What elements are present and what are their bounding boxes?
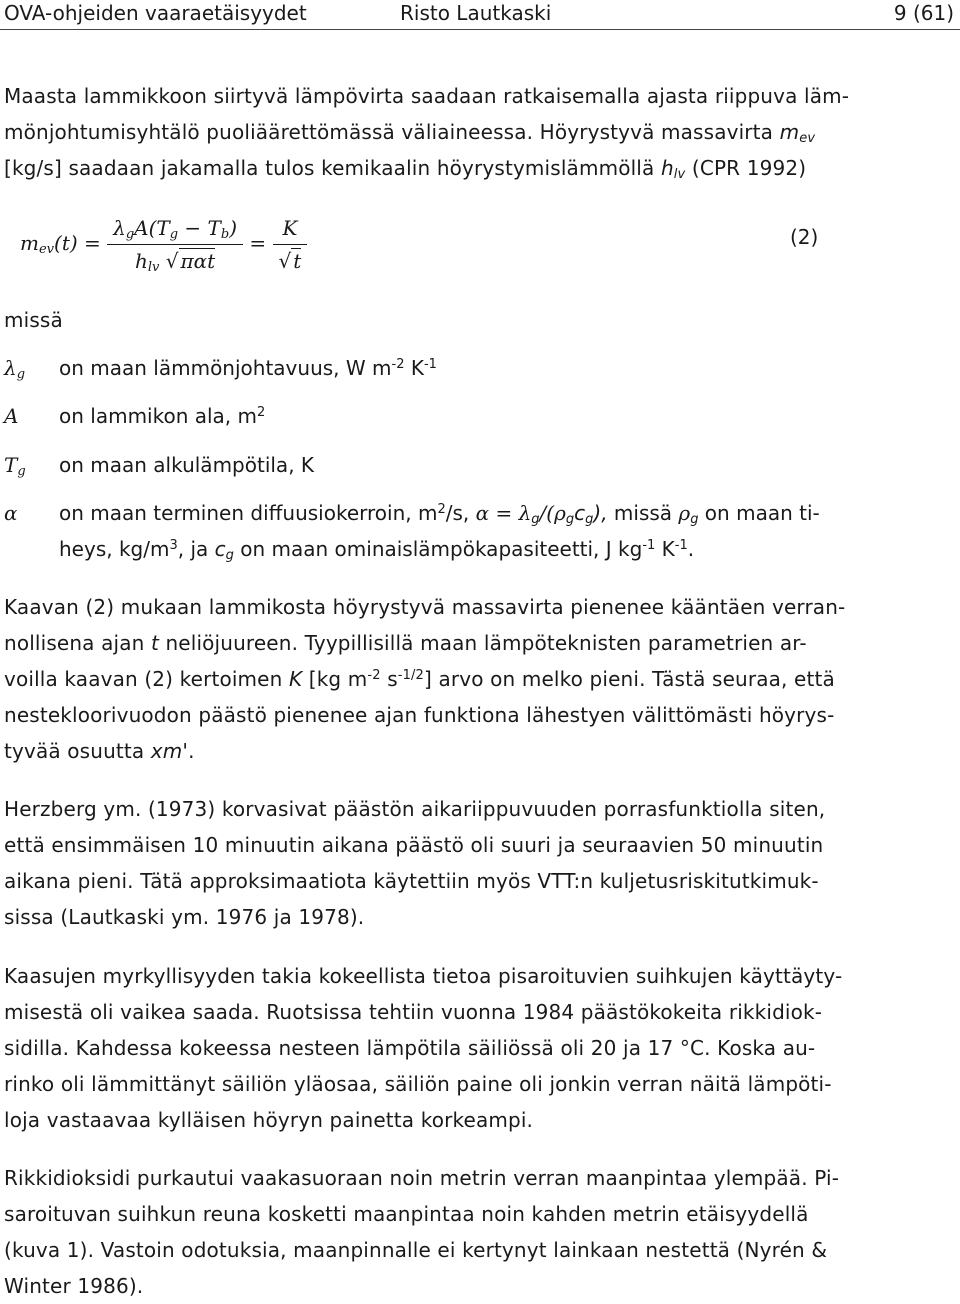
text-line: Winter 1986). bbox=[4, 1274, 144, 1298]
definition-alpha: α on maan terminen diffuusiokerroin, $m^2/s$, $\alpha = \lambda_g/(\rho_gc_g)$, missä $\rho_g$ on maan ti- heys, $kg/m^3$, ja $c_g$ on maan ominaislämpökapasiteetti, J $kg^{-1}$ $K^{-1}$. bbox=[4, 495, 954, 575]
header-doc-title: OVA-ohjeiden vaaraetäisyydet bbox=[4, 1, 307, 25]
text-line: saroituvan suihkun reuna kosketti maanpintaa noin kahden metrin etäisyydellä bbox=[4, 1202, 809, 1226]
paragraph-herzberg bbox=[4, 791, 954, 935]
text-line: aikana pieni. Tätä approksimaatiota käytettiin myös VTT:n kuljetusriskitutkimuk- bbox=[4, 869, 819, 893]
text-line: mönjohtumisyhtälö puoliäärettömässä väliaineessa. Höyrystyvä massavirta $m_{ev}$ bbox=[4, 120, 816, 146]
symbol: $\lambda_g$ bbox=[4, 356, 26, 382]
eq-lhs: m bbox=[20, 231, 39, 255]
paragraph-kaava bbox=[4, 589, 954, 769]
paragraph-kaasujen bbox=[4, 958, 954, 1138]
header-author: Risto Lautkaski bbox=[400, 1, 552, 25]
text-line: tyvää osuutta xm'. bbox=[4, 739, 195, 763]
equation-2: $m_{ev}(t)$ = $\frac{\lambda_gA(T_g - T_b)}{h_{lv} √ \pi\alpha t}$ = $\frac{K}{√ t}$ (2) bbox=[20, 216, 819, 275]
symbol: α bbox=[4, 501, 18, 525]
text-line: rinko oli lämmittänyt säiliön yläosaa, säiliön paine oli jonkin verran näitä lämpöti- bbox=[4, 1072, 832, 1096]
definition-lambda: $\lambda_g$ on maan lämmönjohtavuus, W $m^{-2}$ $K^{-1}$ bbox=[4, 350, 954, 386]
page-header bbox=[0, 0, 960, 30]
eq-denominator: $h_{lv}$ √ παt bbox=[107, 244, 243, 274]
text-line: Rikkidioksidi purkautui vaakasuoraan noin metrin verran maanpintaa ylempää. Pi- bbox=[4, 1166, 840, 1190]
text-line: nestekloorivuodon päästö pienenee ajan funktiona lähestyen välittömästi höyrys- bbox=[4, 703, 835, 727]
text-line: loja vastaavaa kylläisen höyryn painetta korkeampi. bbox=[4, 1108, 534, 1132]
text-line: nollisena ajan t neliöjuureen. Tyypillisillä maan lämpöteknisten parametrien ar- bbox=[4, 631, 807, 655]
eq-equals: = bbox=[249, 231, 267, 255]
paragraph-rikkidioksidi bbox=[4, 1160, 954, 1304]
where-label: missä bbox=[4, 308, 63, 332]
eq-fraction-main bbox=[107, 215, 243, 274]
text-line: (kuva 1). Vastoin odotuksia, maanpinnalle ei kertynyt lainkaan nestettä (Nyrén & bbox=[4, 1238, 828, 1262]
eq-numerator: $\lambda_gA(T_g - T_b)$ bbox=[113, 216, 238, 242]
text-line: [kg/s] saadaan jakamalla tulos kemikaalin höyrystymislämmöllä $h_{lv}$ (CPR 1992) bbox=[4, 156, 807, 182]
text-line: misestä oli vaikea saada. Ruotsissa tehtiin vuonna 1984 päästökokeita rikkidiok- bbox=[4, 1000, 823, 1024]
text-line: Herzberg ym. (1973) korvasivat päästön aikariippuvuuden porrasfunktiolla siten, bbox=[4, 797, 826, 821]
text-line: Maasta lammikkoon siirtyvä lämpövirta saadaan ratkaisemalla ajasta riippuva läm- bbox=[4, 84, 850, 108]
definition-area: A on lammikon ala, $m^2$ bbox=[4, 398, 954, 434]
eq-fraction-k: $\frac{K}{√ t}$ bbox=[273, 215, 308, 274]
equation-number: (2) bbox=[790, 225, 819, 249]
text-line: että ensimmäisen 10 minuutin aikana päästö oli suuri ja seuraavien 50 minuutin bbox=[4, 833, 824, 857]
header-rule bbox=[0, 29, 960, 30]
text-line: Kaavan (2) mukaan lammikosta höyrystyvä massavirta pienenee kääntäen verran- bbox=[4, 595, 846, 619]
text-line: sissa (Lautkaski ym. 1976 ja 1978). bbox=[4, 905, 365, 929]
definition-temperature: $T_g$ on maan alkulämpötila, K bbox=[4, 447, 954, 483]
symbol: $T_g$ bbox=[4, 453, 26, 479]
symbol: A bbox=[4, 404, 19, 428]
header-page-number: 9 (61) bbox=[893, 1, 954, 25]
text-line: Kaasujen myrkyllisyyden takia kokeellista tietoa pisaroituvien suihkujen käyttäyty- bbox=[4, 964, 843, 988]
text-line: voilla kaavan (2) kertoimen K [kg $m^{-2}$ $s^{-1/2}$] arvo on melko pieni. Tästä seuraa, että bbox=[4, 667, 835, 691]
intro-paragraph bbox=[4, 78, 954, 186]
text-line: sidilla. Kahdessa kokeessa nesteen lämpötila säiliössä oli 20 ja 17 °C. Koska au- bbox=[4, 1036, 816, 1060]
